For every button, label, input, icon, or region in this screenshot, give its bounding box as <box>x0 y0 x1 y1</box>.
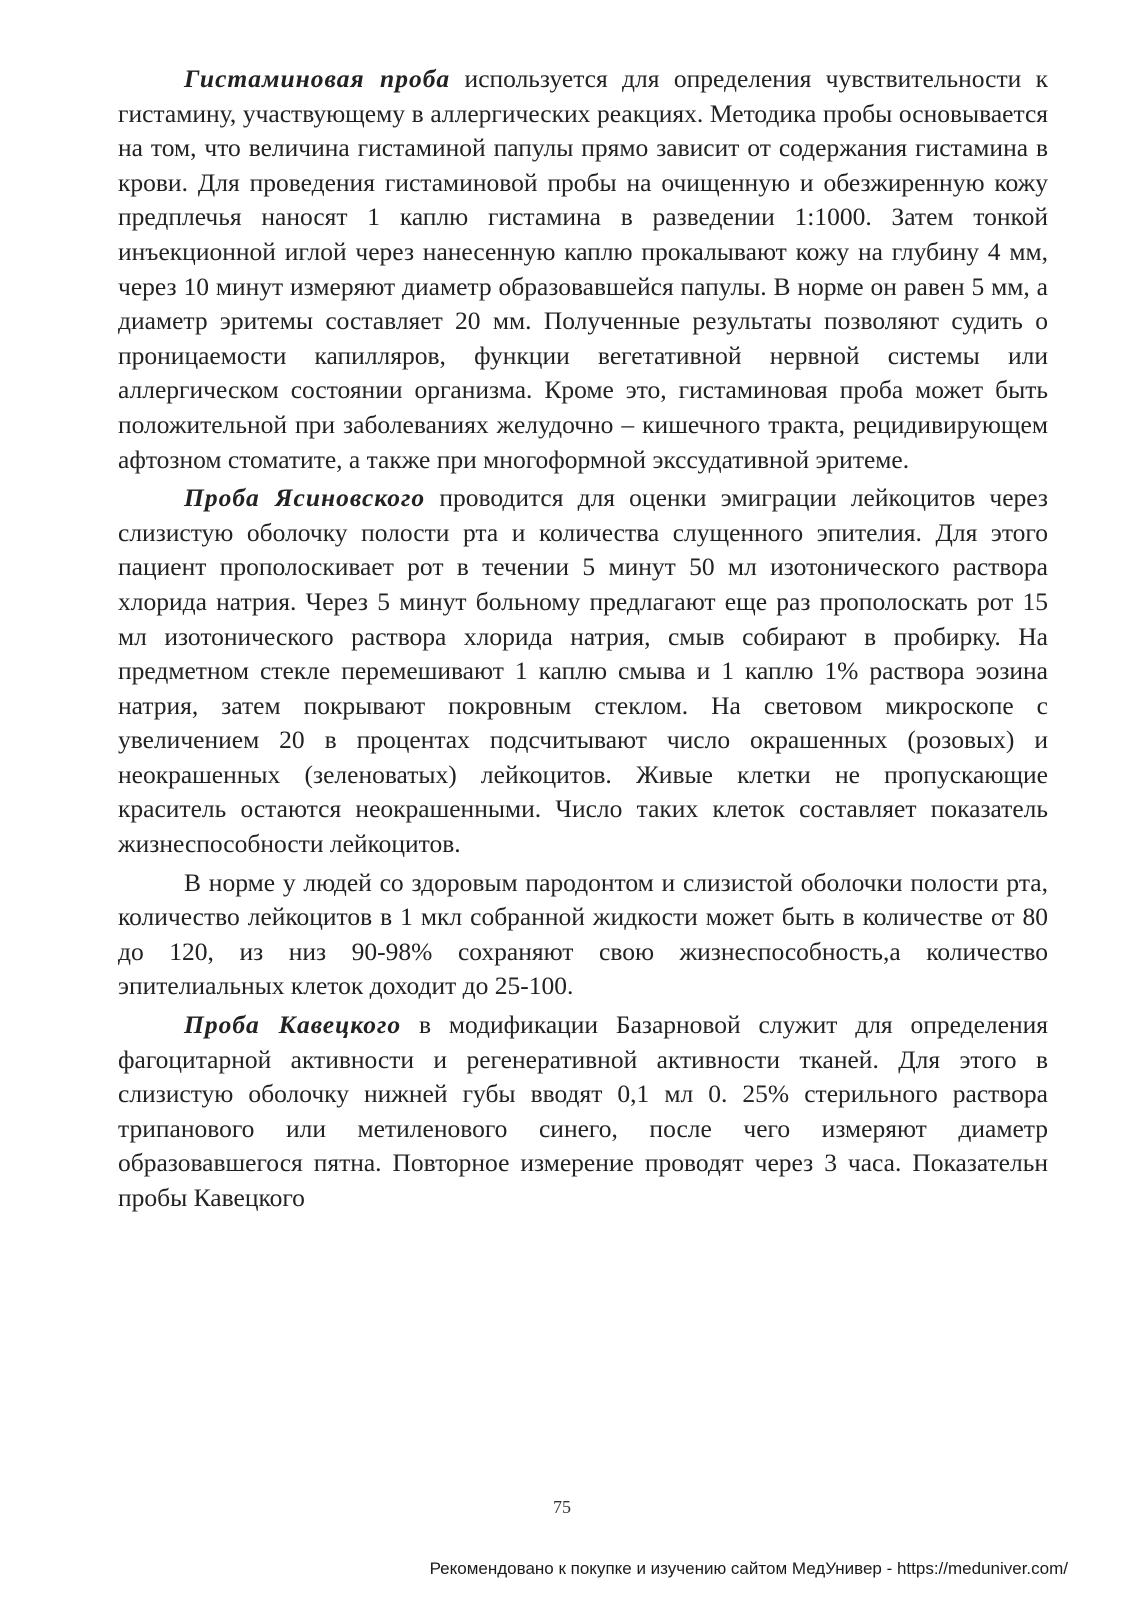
term-kavetsky-test: Проба Кавецкого <box>184 1010 402 1040</box>
paragraph-text: В норме у людей со здоровым пародонтом и слизистой оболочки полости рта, количество лейкоцитов в 1 мкл собранной жидкости может быть в количестве от 80 до 120, из низ 90-98% сохраняют свою жизнеспособность,а количество эпителиальных клеток доходит до 25-100. <box>118 867 1048 1001</box>
term-yasinovsky-test: Проба Ясиновского <box>184 483 426 513</box>
paragraph-kavetsky-test <box>118 1008 1048 1216</box>
paragraph-text: используется для определения чувствительности к гистамину, участвующему в аллергических реакциях. Методика пробы основывается на том, что величина гистаминой папулы прямо зависит от содержания гистамина в крови. Для проведения гистаминовой пробы на очищенную и обезжиренную кожу предплечья наносят 1 каплю гистамина в разведении 1:1000. Затем тонкой инъекционной иглой через нанесенную каплю прокалывают кожу на глубину 4 мм, через 10 минут измеряют диаметр образовавшейся папулы. В норме он равен 5 мм, а диаметр эритемы составляет 20 мм. Полученные результаты позволяют судить о проницаемости капилляров, функции вегетативной нервной системы или аллергическом состоянии организма. Кроме это, гистаминовая проба может быть положительной при заболеваниях желудочно – кишечного тракта, рецидивирующем афтозном стоматите, а также при многоформной экссудативной эритеме. <box>118 64 1048 474</box>
paragraph-text: проводится для оценки эмиграции лейкоцитов через слизистую оболочку полости рта и количества слущенного эпителия. Для этого пациент прополоскивает рот в течении 5 минут 50 мл изотонического раствора хлорида натрия. Через 5 минут больному предлагают еще раз прополоскать рот 15 мл изотонического раствора хлорида натрия, смыв собирают в пробирку. На предметном стекле перемешивают 1 каплю смыва и 1 каплю 1% раствора эозина натрия, затем покрывают покровным стеклом. На световом микроскопе с увеличением 20 в процентах подсчитывают число окрашенных (розовых) и неокрашенных (зеленоватых) лейкоцитов. Живые клетки не пропускающие краситель остаются неокрашенными. Число таких клеток составляет показатель жизнеспособности лейкоцитов. <box>118 483 1048 859</box>
footer-watermark: Рекомендовано к покупке и изучению сайтом МедУнивер - https://meduniver.com/ <box>429 1559 1068 1578</box>
page-number: 75 <box>553 1497 571 1517</box>
paragraph-norm <box>118 866 1048 1004</box>
paragraph-histamine-test <box>118 62 1048 477</box>
term-histamine-test: Гистаминовая проба <box>184 64 451 93</box>
paragraph-yasinovsky-test <box>118 481 1048 862</box>
paragraph-text: в модификации Базарновой служит для определения фагоцитарной активности и регенеративной активности тканей. Для этого в слизистую оболочку нижней губы вводят 0,1 мл 0. 25% стерильного раствора трипанового или метиленового синего, после чего измеряют диаметр образовавшегося пятна. Повторное измерение проводят через 3 часа. Показательн пробы Кавецкого <box>118 1010 1048 1212</box>
page-body <box>118 62 1048 1216</box>
